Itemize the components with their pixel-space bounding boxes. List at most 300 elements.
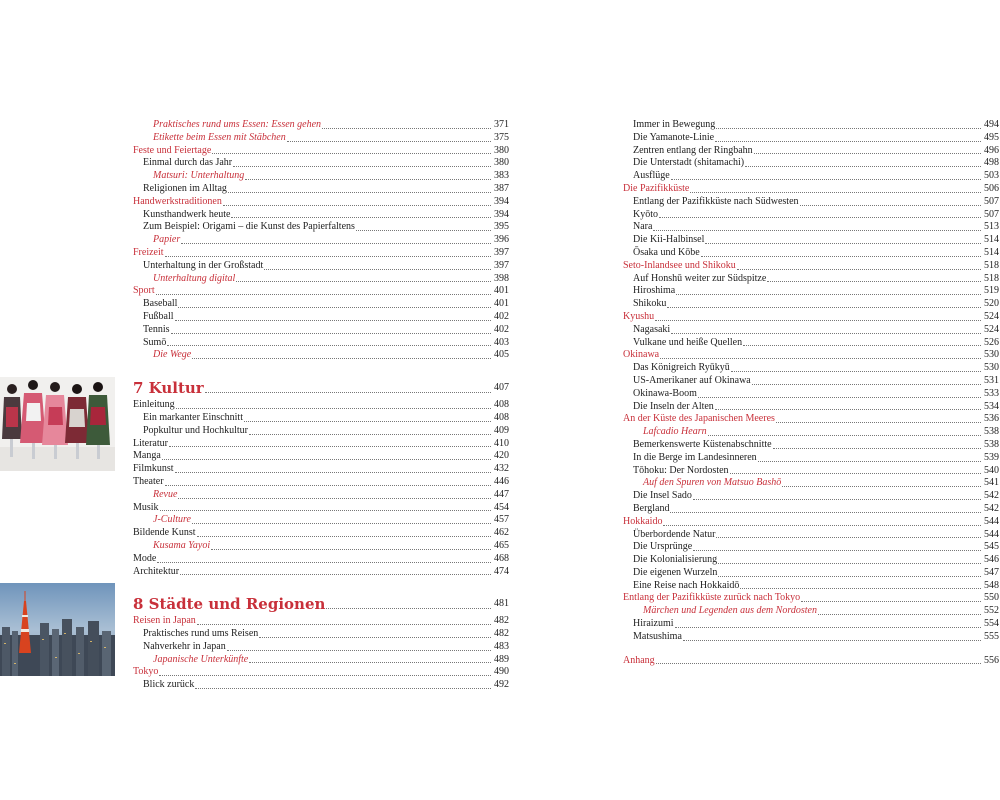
toc-entry-page: 494 [984,119,999,130]
toc-entry-title: Okinawa-Boom [633,387,697,399]
toc-entry[interactable] [133,654,509,667]
toc-entry-title: Tōhoku: Der Nordosten [633,464,729,476]
toc-entry-page: 546 [984,554,999,566]
toc-entry[interactable] [623,426,999,439]
toc-entry-page: 394 [494,195,509,207]
toc-entry-page: 531 [984,374,999,386]
toc-entry-title: Ōsaka und Kōbe [633,246,700,258]
toc-entry[interactable] [133,119,509,132]
toc-entry[interactable] [623,554,999,567]
toc-entry[interactable] [133,566,509,579]
dot-leader [356,230,491,231]
toc-entry[interactable] [133,502,509,515]
dot-leader [754,153,981,154]
dot-leader [655,320,981,321]
toc-entry-page: 397 [494,259,509,271]
dot-leader [175,472,491,473]
toc-entry[interactable] [623,298,999,311]
dot-leader [249,434,491,435]
toc-entry[interactable] [133,540,509,553]
dot-leader [715,409,981,410]
toc-entry-title: Filmkunst [133,463,174,475]
toc-entry-title: Ausflüge [633,170,670,182]
dot-leader [231,217,491,218]
dot-leader [233,166,491,167]
toc-entry[interactable] [133,247,509,260]
toc-entry-page: 371 [494,119,509,130]
toc-entry-page: 555 [984,630,999,642]
toc-entry[interactable] [133,349,509,362]
toc-entry-page: 540 [984,464,999,476]
toc-entry[interactable] [623,324,999,337]
dot-leader [264,269,491,270]
toc-entry[interactable] [623,567,999,580]
dot-leader [801,601,981,602]
toc-entry-page: 446 [494,475,509,487]
toc-entry-page: 403 [494,336,509,348]
dot-leader [228,192,491,193]
dot-leader [180,574,491,575]
toc-entry-title: Fußball [143,310,174,322]
dot-leader [181,243,491,244]
dot-leader [171,333,491,334]
toc-entry[interactable] [623,183,999,196]
toc-entry-page: 503 [984,170,999,182]
dot-leader [740,588,981,589]
dot-leader [165,485,491,486]
dot-leader [197,536,492,537]
toc-entry-title: Unterhaltung digital [153,272,236,284]
toc-entry-page: 410 [494,437,509,449]
toc-entry[interactable] [623,247,999,260]
toc-entry-title: Vulkane und heiße Quellen [633,336,743,348]
toc-entry[interactable] [133,489,509,502]
toc-entry[interactable] [623,349,999,362]
toc-entry[interactable] [623,529,999,542]
toc-entry-page: 507 [984,208,999,220]
toc-entry-title: Freizeit [133,246,164,258]
dot-leader [165,256,491,257]
toc-entry-title: Ein markanter Einschnitt [143,411,243,423]
toc-entry-page: 465 [494,539,509,551]
toc-entry[interactable] [133,399,509,412]
dot-leader [758,461,981,462]
toc-entry-page: 387 [494,182,509,194]
dot-leader [663,525,981,526]
toc-entry[interactable] [623,234,999,247]
toc-entry-title: Nara [633,221,653,233]
dot-leader [178,307,491,308]
toc-entry-title: Die Wege [153,349,192,361]
toc-entry-page: 538 [984,438,999,450]
toc-entry-page: 409 [494,424,509,436]
toc-entry-page: 483 [494,640,509,652]
toc-entry[interactable] [623,516,999,529]
toc-entry[interactable] [133,476,509,489]
toc-entry-page: 530 [984,349,999,361]
toc-entry-title: Hiraizumi [633,618,674,630]
dot-leader [745,166,981,167]
toc-entry-title: Mode [133,552,157,564]
toc-entry-title: Die Insel Sado [633,490,692,502]
toc-entry-title: Unterhaltung in der Großstadt [143,259,264,271]
dot-leader [752,384,981,385]
toc-entry-title: Blick zurück [143,679,195,691]
toc-entry[interactable] [623,439,999,452]
toc-entry[interactable] [133,260,509,273]
toc-entry[interactable] [623,580,999,593]
dot-leader [192,523,491,524]
toc-entry[interactable] [133,221,509,234]
toc-entry[interactable] [133,438,509,451]
toc-entry-title: Immer in Bewegung [633,119,716,130]
toc-entry[interactable] [133,273,509,286]
toc-entry[interactable] [623,221,999,234]
toc-entry-title: Sport [133,285,155,297]
dot-leader [715,141,981,142]
toc-spacer [133,578,509,589]
dot-leader [653,230,981,231]
dot-leader [212,153,491,154]
kimono-figures-photo [0,377,115,471]
dot-leader [818,614,981,615]
dot-leader [244,421,491,422]
toc-entry-title: Die Kii-Halbinsel [633,234,705,246]
toc-entry-title: Revue [153,488,178,500]
toc-entry[interactable] [623,119,999,132]
dot-leader [690,192,981,193]
toc-entry-page: 490 [494,666,509,678]
toc-entry[interactable] [623,145,999,158]
toc-entry-title: Hiroshima [633,285,676,297]
toc-entry-page: 552 [984,605,999,617]
toc-entry[interactable] [623,337,999,350]
toc-entry[interactable] [623,132,999,145]
toc-entry-title: Manga [133,450,161,462]
toc-entry[interactable] [133,553,509,566]
toc-entry[interactable] [133,412,509,425]
toc-entry-title: Eine Reise nach Hokkaidō [633,579,740,591]
toc-entry-page: 542 [984,502,999,514]
toc-entry-page: 447 [494,488,509,500]
toc-entry-title: Japanische Unterkünfte [153,653,249,665]
toc-entry-title: Kyōto [633,208,658,220]
toc-entry[interactable] [623,273,999,286]
toc-entry[interactable] [133,666,509,679]
dot-leader [670,512,981,513]
toc-entry-page: 556 [984,654,999,666]
toc-entry-title: Nahverkehr in Japan [143,640,226,652]
dot-leader [197,624,491,625]
dot-leader [211,549,491,550]
toc-entry-page: 538 [984,426,999,438]
toc-entry-title: Hokkaido [623,515,663,527]
toc-entry[interactable] [133,145,509,158]
dot-leader [776,422,981,423]
dot-leader [178,498,491,499]
toc-entry-page: 506 [984,182,999,194]
toc-entry[interactable] [623,375,999,388]
toc-entry-page: 454 [494,501,509,513]
toc-entry-page: 542 [984,490,999,502]
toc-entry-page: 507 [984,195,999,207]
toc-entry-page: 518 [984,259,999,271]
toc-entry[interactable] [133,209,509,222]
toc-entry-page: 402 [494,323,509,335]
dot-leader [195,688,491,689]
toc-entry-page: 394 [494,208,509,220]
toc-entry-title: Einleitung [133,399,175,411]
toc-entry-title: Handwerkstraditionen [133,195,222,207]
toc-entry-page: 492 [494,679,509,691]
dot-leader [656,663,981,664]
toc-entry-title: Reisen in Japan [133,615,196,627]
toc-entry-title: Papier [153,234,181,246]
toc-entry-page: 544 [984,528,999,540]
toc-entry-title: Kyushu [623,310,655,322]
toc-entry-title: Musik [133,501,159,513]
dot-leader [245,179,491,180]
toc-entry-page: 489 [494,653,509,665]
toc-entry[interactable] [133,679,509,692]
dot-leader [223,205,491,206]
toc-entry-title: Bergland [633,502,670,514]
toc-entry[interactable] [133,628,509,641]
toc-entry[interactable] [133,463,509,476]
toc-entry-page: 550 [984,592,999,604]
dot-leader [737,269,981,270]
toc-entry-title: J-Culture [153,514,191,526]
dot-leader [167,345,491,346]
toc-entry-page: 420 [494,450,509,462]
toc-entry-page: 545 [984,541,999,553]
toc-entry-page: 401 [494,285,509,297]
toc-entry-page: 518 [984,272,999,284]
toc-entry[interactable] [623,311,999,324]
dot-leader [192,358,491,359]
toc-entry[interactable] [623,477,999,490]
dot-leader [800,205,981,206]
toc-entry-page: 402 [494,310,509,322]
toc-entry-page: 524 [984,323,999,335]
toc-entry-page: 544 [984,515,999,527]
toc-entry[interactable] [133,170,509,183]
dot-leader [730,473,981,474]
dot-leader [676,294,981,295]
toc-entry-title: Die Ursprünge [633,541,693,553]
dot-leader [671,333,981,334]
dot-leader [773,448,981,449]
toc-entry[interactable] [133,527,509,540]
toc-entry-title: Matsushima [633,630,682,642]
dot-leader [287,141,491,142]
toc-entry[interactable] [133,234,509,247]
toc-entry-title: Baseball [143,298,178,310]
toc-entry[interactable] [133,132,509,145]
toc-entry[interactable] [623,452,999,465]
toc-entry-title: Tokyo [133,666,159,678]
toc-entry-page: 468 [494,552,509,564]
toc-entry[interactable] [623,362,999,375]
toc-chapter-entry[interactable] [133,593,509,615]
toc-entry-page: 383 [494,170,509,182]
dot-leader [701,256,981,257]
toc-entry-page: 405 [494,349,509,361]
toc-entry[interactable] [623,503,999,516]
toc-entry[interactable] [133,450,509,463]
toc-entry[interactable] [133,157,509,170]
toc-entry-title: Auf Honshū weiter zur Südspitze [633,272,767,284]
dot-leader [205,392,491,393]
dot-leader [675,627,981,628]
toc-entry[interactable] [623,490,999,503]
toc-entry[interactable] [623,605,999,618]
toc-entry[interactable] [623,196,999,209]
toc-entry[interactable] [623,413,999,426]
toc-entry-title: Shikoku [633,298,667,310]
toc-entry[interactable] [623,388,999,401]
dot-leader [156,294,491,295]
toc-entry[interactable] [623,618,999,631]
toc-entry-title: Etikette beim Essen mit Stäbchen [153,131,286,143]
dot-leader [708,435,981,436]
toc-entry-page: 380 [494,157,509,169]
toc-entry-title: 7 Kultur [133,379,204,398]
toc-entry[interactable] [623,209,999,222]
toc-entry-page: 541 [984,477,999,489]
toc-entry-title: Kunsthandwerk heute [143,208,231,220]
toc-entry-title: Entlang der Pazifikküste nach Südwesten [633,195,799,207]
toc-entry-page: 482 [494,615,509,627]
toc-entry-title: 8 Städte und Regionen [133,595,326,614]
toc-entry-title: Feste und Feiertage [133,144,212,156]
toc-entry-title: Bildende Kunst [133,527,196,539]
toc-entry[interactable] [133,425,509,438]
toc-entry[interactable] [623,401,999,414]
toc-entry-page: 375 [494,131,509,143]
toc-entry-page: 495 [984,131,999,143]
toc-entry-page: 547 [984,566,999,578]
dot-leader [671,179,981,180]
toc-entry[interactable] [133,615,509,628]
toc-entry-page: 548 [984,579,999,591]
toc-entry[interactable] [133,311,509,324]
dot-leader [716,128,981,129]
toc-chapter-entry[interactable] [133,377,509,399]
toc-entry-title: Architektur [133,565,180,577]
dot-leader [160,510,491,511]
toc-entry-page: 432 [494,463,509,475]
toc-entry-page: 524 [984,310,999,322]
toc-entry-page: 407 [494,382,509,394]
toc-entry-title: Bemerkenswerte Küstenabschnitte [633,438,772,450]
dot-leader [716,537,981,538]
toc-entry[interactable] [133,183,509,196]
dot-leader [660,358,981,359]
toc-entry[interactable] [623,631,999,644]
dot-leader [718,576,981,577]
toc-entry-title: Überbordende Natur [633,528,716,540]
dot-leader [718,563,981,564]
toc-entry-page: 482 [494,628,509,640]
toc-entry-title: Matsuri: Unterhaltung [153,170,245,182]
toc-entry[interactable] [133,324,509,337]
dot-leader [743,345,981,346]
dot-leader [693,499,981,500]
toc-entry[interactable] [623,541,999,554]
toc-entry[interactable] [623,592,999,605]
toc-entry-page: 401 [494,298,509,310]
toc-entry-page: 514 [984,234,999,246]
toc-entry-title: Entlang der Pazifikküste zurück nach Tokyo [623,592,801,604]
toc-entry[interactable] [623,260,999,273]
toc-entry-page: 380 [494,144,509,156]
toc-entry[interactable] [133,337,509,350]
toc-entry-title: Lafcadio Hearn [643,426,707,438]
dot-leader [227,650,491,651]
toc-entry-title: Tennis [143,323,170,335]
dot-leader [322,128,491,129]
tokyo-skyline-photo [0,583,115,676]
toc-entry-page: 513 [984,221,999,233]
toc-entry-title: Nagasaki [633,323,671,335]
toc-entry-title: Popkultur und Hochkultur [143,424,248,436]
dot-leader [767,281,981,282]
toc-entry-title: In die Berge im Landesinneren [633,451,757,463]
toc-entry-title: Theater [133,475,164,487]
toc-entry[interactable] [623,465,999,478]
toc-entry-title: Die eigenen Wurzeln [633,566,718,578]
toc-left-column [133,119,509,692]
toc-entry-title: Zentren entlang der Ringbahn [633,144,753,156]
dot-leader [698,397,981,398]
toc-entry-title: Die Kolonialisierung [633,554,718,566]
toc-entry-title: Praktisches rund ums Reisen [143,628,259,640]
toc-entry-title: Religionen im Alltag [143,182,227,194]
toc-right-column [623,119,999,667]
toc-entry-title: Zum Beispiel: Origami – die Kunst des Papierfaltens [143,221,355,233]
toc-entry[interactable] [133,641,509,654]
dot-leader [259,637,491,638]
toc-entry-title: Die Pazifikküste [623,182,690,194]
toc-entry[interactable] [623,655,999,668]
toc-entry-title: Seto-Inlandsee und Shikoku [623,259,736,271]
toc-entry[interactable] [133,285,509,298]
toc-entry-page: 395 [494,221,509,233]
toc-entry-title: Anhang [623,654,655,666]
toc-spacer [623,644,999,655]
toc-entry[interactable] [623,285,999,298]
dot-leader [782,486,981,487]
dot-leader [731,371,981,372]
toc-entry[interactable] [623,170,999,183]
toc-entry-title: Auf den Spuren von Matsuo Bashō [643,477,782,489]
toc-entry-page: 457 [494,514,509,526]
toc-entry[interactable] [133,298,509,311]
toc-entry[interactable] [133,196,509,209]
toc-entry[interactable] [623,157,999,170]
toc-entry-page: 496 [984,144,999,156]
toc-entry-page: 408 [494,399,509,411]
toc-entry-title: Märchen und Legenden aus dem Nordosten [643,605,817,617]
dot-leader [667,307,981,308]
toc-entry-page: 533 [984,387,999,399]
toc-entry-title: Praktisches rund ums Essen: Essen gehen [153,119,322,130]
dot-leader [162,459,491,460]
toc-entry[interactable] [133,514,509,527]
toc-entry-page: 396 [494,234,509,246]
toc-entry-page: 498 [984,157,999,169]
